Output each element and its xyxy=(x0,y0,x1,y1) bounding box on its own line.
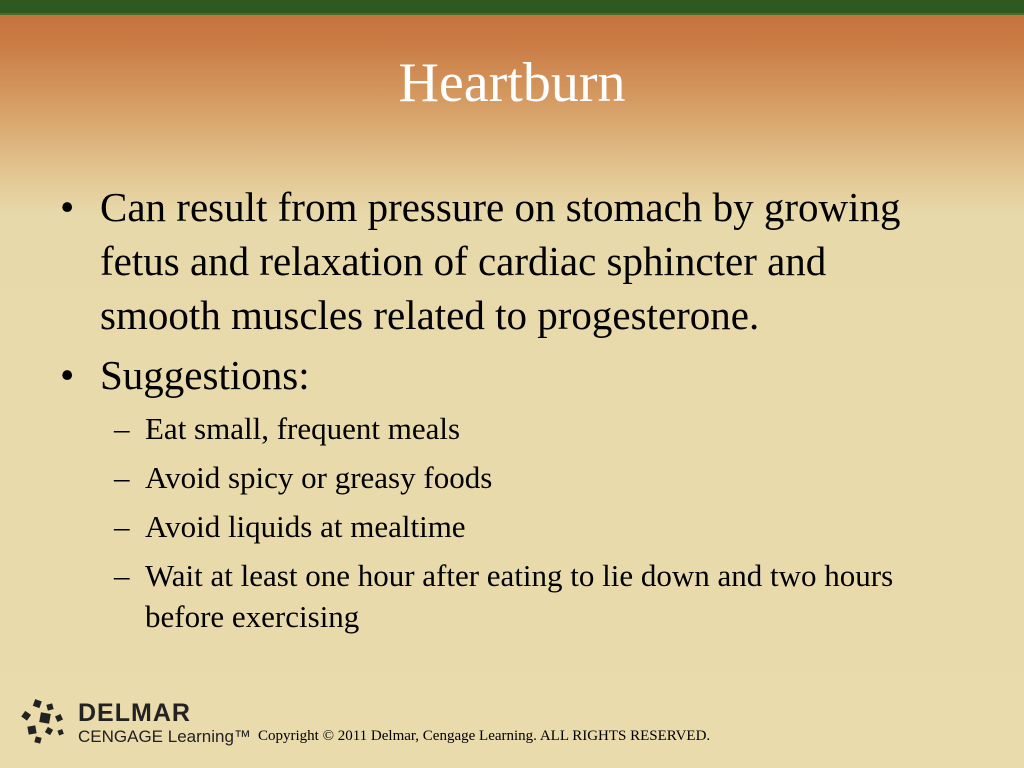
dash-mark: – xyxy=(114,509,130,544)
sub-item xyxy=(60,408,920,449)
sub-item-text: Avoid spicy or greasy foods xyxy=(145,460,493,495)
sub-item-text: Avoid liquids at mealtime xyxy=(145,509,466,544)
logo-text-cengage: CENGAGE Learning™ xyxy=(78,727,251,746)
copyright-notice: Copyright © 2011 Delmar, Cengage Learning. ALL RIGHTS RESERVED. xyxy=(258,728,711,744)
bullet-item xyxy=(60,180,920,342)
sub-item xyxy=(60,506,920,547)
slide-title: Heartburn xyxy=(398,52,626,114)
bullet-text: Suggestions: xyxy=(100,352,310,398)
logo-text-delmar: DELMAR xyxy=(78,699,191,727)
logo-dots-icon xyxy=(20,698,72,746)
slide-content xyxy=(60,180,920,645)
top-bar xyxy=(0,0,1024,15)
bullet-mark: • xyxy=(60,184,75,230)
dash-mark: – xyxy=(114,460,130,495)
dash-mark: – xyxy=(114,558,130,593)
publisher-logo xyxy=(20,698,260,750)
sub-item-text: Wait at least one hour after eating to lie down and two hours before exercising xyxy=(145,558,894,634)
dash-mark: – xyxy=(114,411,130,446)
bullet-text: Can result from pressure on stomach by growing fetus and relaxation of cardiac sphincter and smooth muscles related to progesterone. xyxy=(100,184,901,338)
bullet-item xyxy=(60,348,920,402)
bullet-mark: • xyxy=(60,352,75,398)
sub-item xyxy=(60,457,920,498)
sub-item-text: Eat small, frequent meals xyxy=(145,411,461,446)
sub-item xyxy=(60,555,920,637)
